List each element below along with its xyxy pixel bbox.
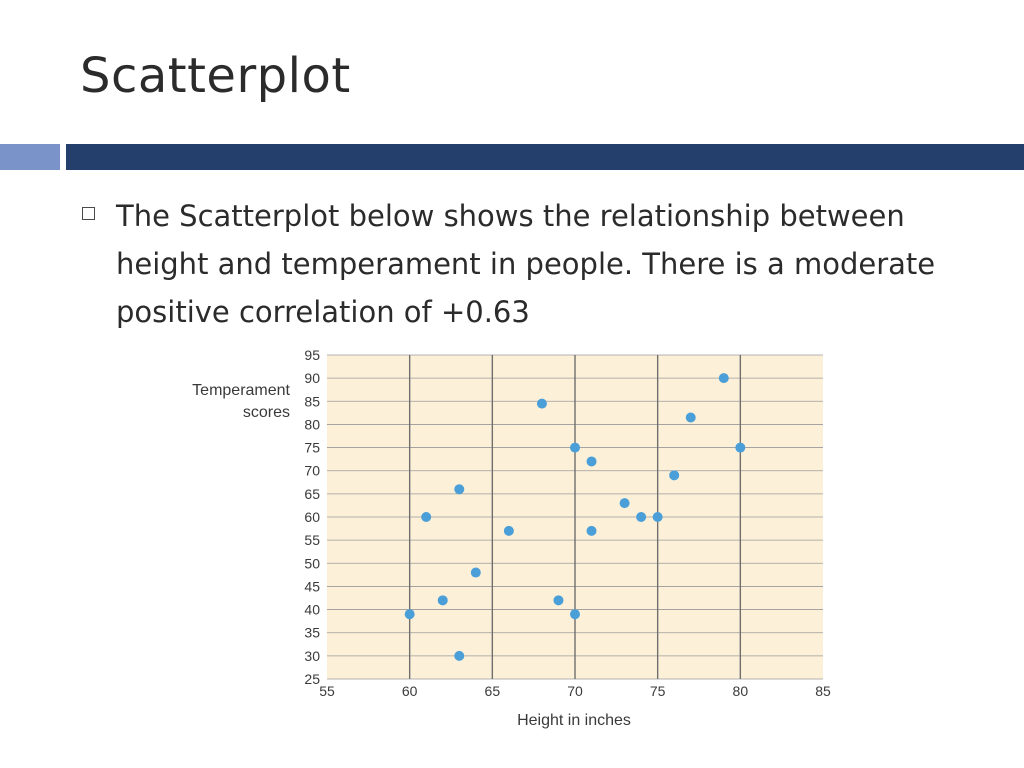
y-tick-labels (304, 347, 320, 687)
y-tick-label: 80 (304, 416, 320, 433)
y-tick-label: 45 (304, 578, 320, 595)
y-tick-label: 90 (304, 370, 320, 387)
data-point (570, 609, 580, 619)
bullet-text: The Scatterplot below shows the relationship between height and temperament in people. There is a moderate positive correlation of +0.63 (116, 199, 936, 329)
accent-bar-light (0, 144, 60, 170)
data-point (553, 595, 563, 605)
data-point (537, 399, 547, 409)
y-tick-label: 75 (304, 439, 320, 456)
y-tick-label: 60 (304, 509, 320, 525)
data-point (570, 443, 580, 453)
x-tick-label: 70 (567, 683, 583, 699)
slide-title: Scatterplot (80, 48, 351, 104)
x-tick-labels (319, 683, 831, 699)
y-tick-label: 30 (304, 647, 320, 664)
y-tick-label: 70 (304, 462, 320, 479)
x-tick-label: 55 (319, 683, 335, 699)
data-point (587, 456, 597, 466)
data-point (686, 412, 696, 422)
y-tick-label: 25 (304, 671, 320, 687)
data-point (719, 373, 729, 383)
data-point (636, 512, 646, 522)
x-axis-label: Height in inches (517, 712, 631, 729)
y-tick-label: 95 (304, 347, 320, 363)
y-tick-label: 50 (304, 555, 320, 572)
data-point (620, 498, 630, 508)
data-point (421, 512, 431, 522)
y-tick-label: 35 (304, 624, 320, 641)
data-point (587, 526, 597, 536)
data-point (454, 484, 464, 494)
scatter-chart (150, 340, 840, 735)
y-tick-label: 85 (304, 393, 320, 410)
y-tick-label: 40 (304, 601, 320, 618)
x-tick-label: 65 (484, 683, 501, 699)
bullet-square-icon (82, 207, 95, 220)
x-tick-label: 85 (815, 683, 831, 699)
y-axis-label-line1: Temperament (192, 382, 290, 399)
data-point (653, 512, 663, 522)
accent-bar-dark (66, 144, 1024, 170)
y-axis-label-line2: scores (242, 404, 290, 421)
data-point (471, 568, 481, 578)
data-point (504, 526, 514, 536)
x-tick-label: 75 (649, 683, 666, 699)
data-point (735, 443, 745, 453)
y-tick-label: 65 (304, 485, 320, 502)
data-point (438, 595, 448, 605)
data-point (454, 651, 464, 661)
y-tick-label: 55 (304, 532, 320, 549)
data-point (669, 470, 679, 480)
x-tick-label: 60 (401, 683, 418, 699)
x-tick-label: 80 (732, 683, 749, 699)
data-point (405, 609, 415, 619)
